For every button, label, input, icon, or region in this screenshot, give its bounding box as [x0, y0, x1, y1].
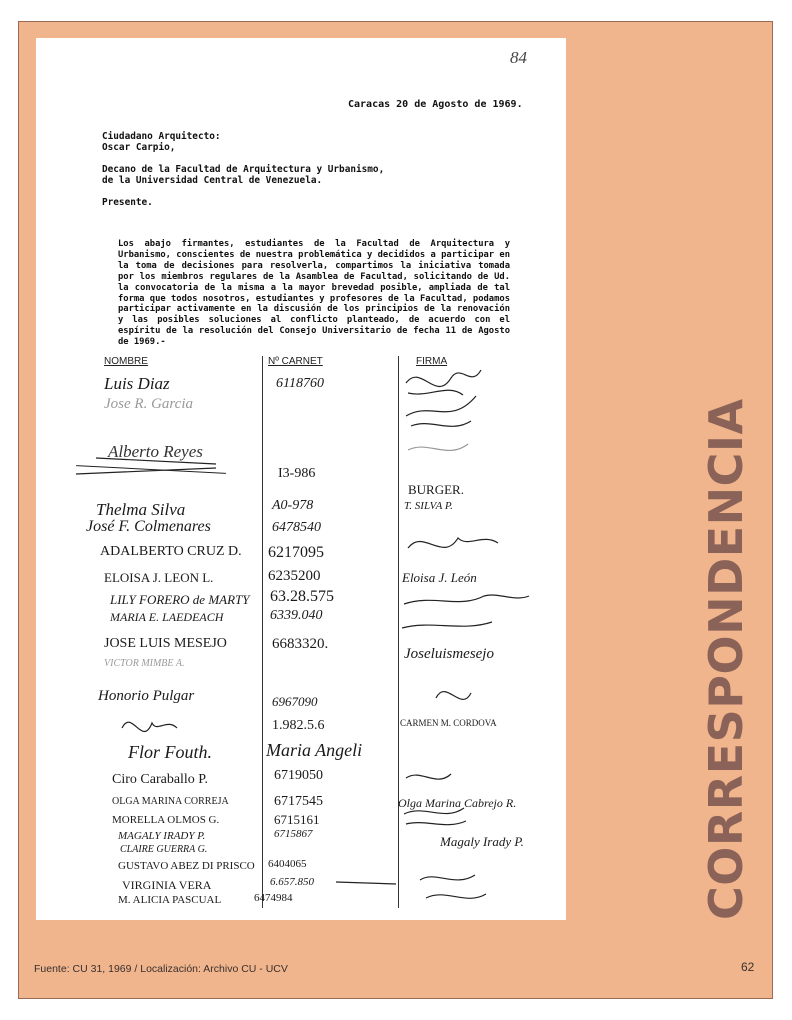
row-name: VICTOR MIMBE A.: [104, 658, 185, 669]
address-line: Presente.: [102, 197, 153, 208]
address-line: Oscar Carpio,: [102, 142, 176, 153]
row-name: Honorio Pulgar: [98, 688, 195, 704]
row-name: M. ALICIA PASCUAL: [118, 894, 222, 906]
signature-scribble: [426, 894, 486, 898]
row-name: Thelma Silva: [96, 500, 186, 519]
row-sig: T. SILVA P.: [404, 500, 453, 512]
row-id: 1.982.5.6: [272, 718, 325, 733]
row-name: JOSE LUIS MESEJO: [104, 636, 227, 651]
signature-scribble: [122, 722, 177, 731]
row-sig: CARMEN M. CORDOVA: [400, 718, 497, 728]
signature-scribble: [402, 622, 492, 628]
row-name: Luis Diaz: [104, 374, 170, 393]
signature-scribble: [406, 774, 451, 779]
signature-scribble: [336, 875, 475, 884]
row-id: 6715161: [274, 812, 320, 827]
row-id: 6715867: [274, 828, 313, 840]
row-name: Alberto Reyes: [108, 442, 203, 461]
row-id: 6118760: [276, 376, 324, 391]
row-id: 6478540: [272, 520, 321, 535]
footer-source: Fuente: CU 31, 1969 / Localización: Archivo CU - UCV: [34, 963, 288, 975]
header-name: NOMBRE: [104, 356, 148, 367]
row-id: 6339.040: [270, 608, 323, 623]
row-sig: Eloisa J. León: [402, 570, 477, 585]
row-id: 6717545: [274, 794, 323, 809]
header-signature: FIRMA: [416, 356, 448, 367]
address-line: Ciudadano Arquitecto:: [102, 131, 221, 142]
row-name: MAGALY IRADY P.: [118, 830, 206, 842]
letter-scan: [36, 38, 566, 920]
signature-scribble: [404, 595, 529, 604]
date-line: Caracas 20 de Agosto de 1969.: [348, 99, 523, 110]
signature-scribble: [404, 808, 466, 825]
address-line: Decano de la Facultad de Arquitectura y Urbanismo,: [102, 164, 385, 175]
row-id: 6.657.850: [270, 876, 314, 888]
row-name: José F. Colmenares: [86, 518, 211, 535]
row-id: 6474984: [254, 892, 293, 904]
row-id: 6235200: [268, 568, 321, 584]
signature-scribbles: [36, 38, 566, 920]
row-name: MORELLA OLMOS G.: [112, 814, 220, 826]
signature-scribble: [76, 458, 216, 474]
row-name: VIRGINIA VERA: [122, 878, 212, 892]
address-line: de la Universidad Central de Venezuela.: [102, 175, 323, 186]
row-id: A0-978: [272, 498, 314, 513]
row-name: ADALBERTO CRUZ D.: [100, 544, 242, 559]
row-name: MARIA E. LAEDEACH: [110, 610, 224, 624]
letter-body: Los abajo firmantes, estudiantes de la Facultad de Arquitectura y Urbanismo, conscientes de nuestra problemática y decididos a participar en la toma de decisiones para resolverla, compartimos la iniciativa tomada por los miembros regulares de la Asamblea de Facultad, solicitando de Ud. la convocatoria de la misma a la mayor brevedad posible, ampliada de tal forma que todos nosotros, estudiantes y profesores de la Facultad, podamos participar activamente en la discusión de los principios de la renovación y las posibles soluciones al conflicto planteado, de acuerdo con el espíritu de la resolución del Consejo Universitario de fecha 11 de Agosto de 1969.-: [118, 239, 510, 348]
row-id: 63.28.575: [270, 588, 334, 605]
row-id: 6967090: [272, 694, 318, 709]
row-name: OLGA MARINA CORREJA: [112, 796, 229, 807]
row-id: Maria Angeli: [266, 740, 363, 760]
row-sig: BURGER.: [408, 482, 464, 497]
archive-number: 84: [510, 48, 527, 67]
row-name: Flor Fouth.: [128, 742, 212, 762]
row-id: 6683320.: [272, 636, 329, 652]
row-name: Ciro Caraballo P.: [112, 772, 209, 787]
row-id: I3-986: [278, 466, 316, 481]
header-id: Nº CARNET: [268, 356, 323, 367]
row-sig: Joseluismesejo: [404, 646, 494, 662]
row-sig: Olga Marina Cabrejo R.: [398, 796, 517, 810]
page-number: 62: [741, 960, 755, 974]
signature-scribble: [408, 538, 498, 548]
row-name: LILY FORERO de MARTY: [110, 592, 250, 607]
signature-scribble: [406, 370, 481, 395]
row-name: Jose R. Garcia: [104, 396, 194, 412]
row-id: 6217095: [268, 544, 324, 561]
row-name: GUSTAVO ABEZ DI PRISCO: [118, 860, 255, 872]
section-title: CORRESPONDENCIA: [699, 398, 753, 920]
row-id: 6404065: [268, 858, 307, 870]
signature-scribble: [436, 692, 471, 700]
signature-scribble: [408, 444, 468, 450]
row-name: CLAIRE GUERRA G.: [120, 844, 208, 855]
row-id: 6719050: [274, 768, 323, 783]
row-name: ELOISA J. LEON L.: [104, 570, 214, 585]
signature-scribble: [406, 396, 476, 426]
row-sig: Magaly Irady P.: [440, 834, 524, 849]
